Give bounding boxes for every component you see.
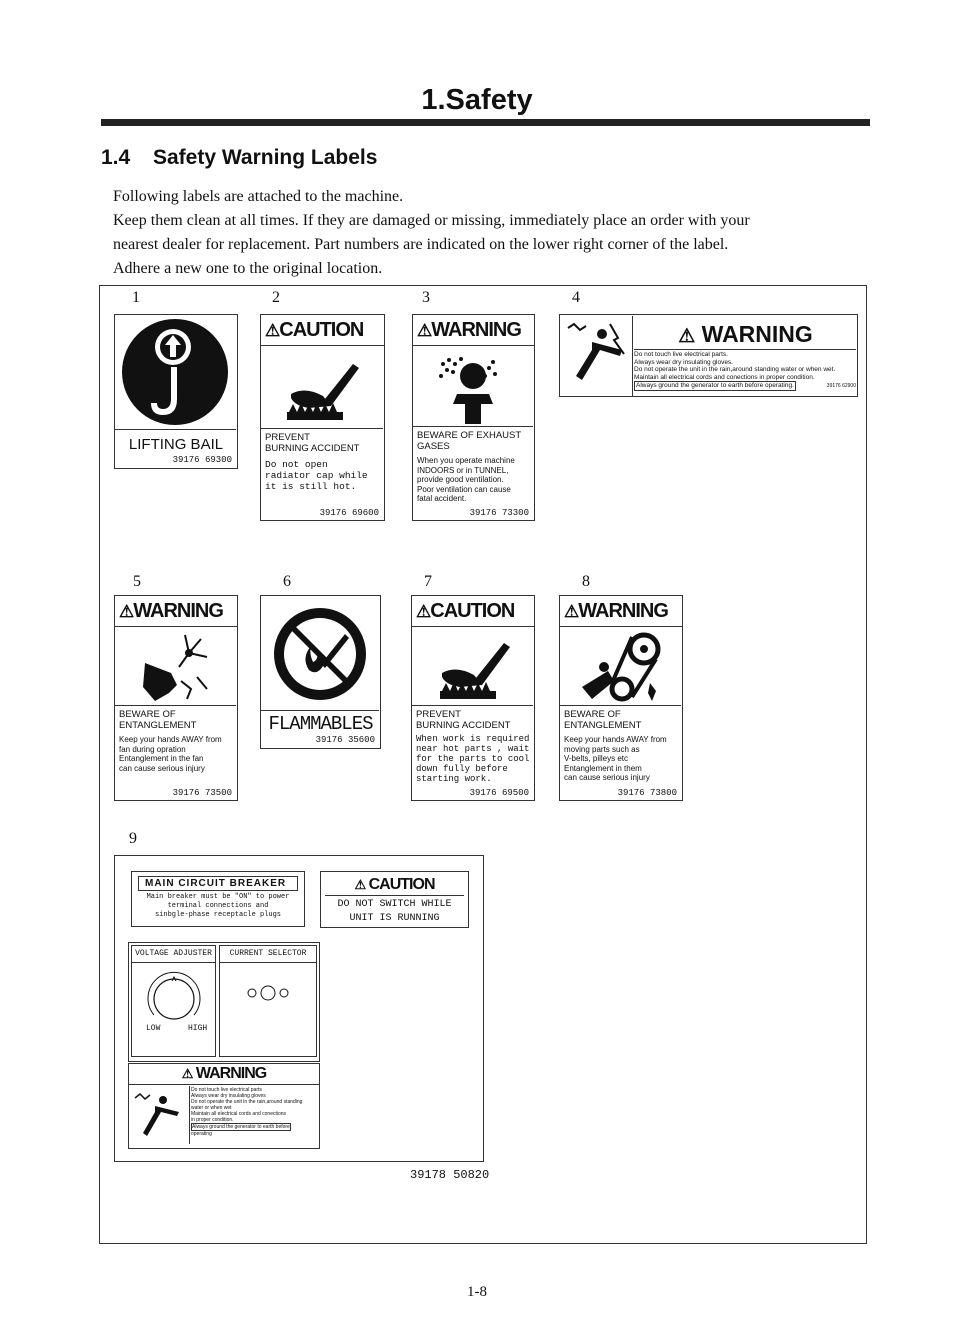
label-line: BURNING ACCIDENT [265, 443, 360, 454]
label-line: Always ground the generator to earth before [192, 1124, 290, 1130]
label-line: Entanglement in the fan [119, 754, 204, 763]
header-text: WARNING [431, 319, 521, 341]
label-index: 8 [582, 573, 590, 590]
intro-line: Following labels are attached to the machine. [113, 188, 404, 205]
label-line: ENTANGLEMENT [564, 720, 642, 731]
voltage-title: VOLTAGE ADJUSTER [132, 946, 215, 963]
label-index: 2 [272, 289, 280, 306]
header-text: WARNING [133, 600, 223, 622]
label-control-panel [114, 855, 484, 1162]
part-number: 39178 50820 [410, 1168, 490, 1182]
label-line: Entanglement in them [564, 763, 642, 773]
header-text: WARNING [578, 600, 668, 622]
label-line: terminal connections and [167, 902, 269, 910]
current-selector [219, 945, 317, 1057]
label-index: 4 [572, 289, 580, 306]
low-label: LOW [146, 1024, 161, 1033]
label-flammables [260, 595, 381, 749]
label-warning-fan [114, 595, 238, 801]
label-line: GASES [417, 441, 450, 452]
label-line: it is still hot. [265, 481, 357, 492]
label-line: Always ground the generator to earth before operating. [636, 382, 794, 389]
no-open-flame-icon [261, 596, 379, 711]
intro-line: Keep them clean at all times. If they are damaged or missing, immediately place an order with your [113, 212, 750, 229]
label-line: PREVENT [265, 432, 310, 443]
label-line: Always wear dry insulating gloves. [634, 358, 733, 366]
label-line: Do not operate the unit in the rain,around standing [191, 1099, 303, 1105]
header-text: CAUTION [368, 876, 435, 893]
high-label: HIGH [188, 1024, 208, 1033]
label-line: water or when wet [191, 1105, 232, 1111]
page-number: 1-8 [467, 1284, 487, 1300]
label-line: When work is required [416, 734, 530, 744]
breaker-panel [131, 871, 305, 927]
belt-entanglement-icon [560, 627, 681, 706]
warning-header [129, 1064, 319, 1085]
adjuster-panel [128, 942, 320, 1062]
hot-surface-hand-icon [261, 346, 383, 429]
label-caption: FLAMMABLES [268, 713, 373, 735]
part-number: 39176 69300 [172, 455, 232, 465]
lifting-hook-icon [115, 315, 236, 430]
voltage-dial-icon [132, 963, 215, 1023]
label-line: fan during opration [119, 744, 186, 754]
label-line: DO NOT SWITCH WHILE [337, 899, 452, 910]
selector-positions-icon [220, 963, 316, 1023]
intro-line: nearest dealer for replacement. Part numbers are indicated on the lower right corner of the label. [113, 236, 729, 253]
label-text [115, 706, 237, 776]
label-line: can cause serious injury [564, 773, 650, 782]
intro-line: Adhere a new one to the original location. [113, 260, 383, 277]
alert-triangle-icon: ⚠ [678, 326, 696, 347]
label-line: BEWARE OF [119, 709, 176, 720]
breaker-text [132, 893, 304, 920]
label-line: UNIT IS RUNNING [349, 913, 440, 924]
warning-text [191, 1087, 317, 1137]
breaker-title: MAIN CIRCUIT BREAKER [138, 876, 298, 891]
section-title: Safety Warning Labels [153, 146, 378, 169]
electric-shock-icon [562, 316, 633, 396]
label-line: BEWARE OF EXHAUST [417, 430, 522, 441]
label-line: down fully before [416, 764, 508, 774]
label-index: 7 [424, 573, 432, 590]
label-line: Keep your hands AWAY from [564, 735, 667, 744]
current-title: CURRENT SELECTOR [220, 946, 316, 963]
label-line: radiator cap while [265, 470, 368, 481]
alert-triangle-icon: ⚠ [564, 602, 579, 621]
caution-header [412, 596, 534, 627]
label-lifting-bail [114, 314, 238, 469]
fan-entanglement-icon [115, 627, 236, 706]
label-caption: LIFTING BAIL [128, 436, 224, 453]
header-text: CAUTION [430, 600, 515, 622]
label-line: ENTANGLEMENT [119, 720, 197, 731]
intro-text [113, 185, 853, 281]
label-warning-belts [559, 595, 683, 801]
label-index: 5 [133, 573, 141, 590]
label-line: Maintain all electrical cords and conections [191, 1111, 287, 1117]
label-text [412, 706, 534, 787]
label-line: Always wear dry insulating gloves [191, 1093, 266, 1099]
section-heading [101, 146, 377, 170]
label-line: Do not touch live electrical parts [191, 1087, 262, 1093]
voltage-adjuster [131, 945, 216, 1057]
label-warning-exhaust [412, 314, 535, 521]
warning-header [638, 319, 853, 349]
label-text [261, 429, 384, 495]
chapter-rule [101, 119, 870, 126]
caution-text [321, 898, 468, 926]
part-number: 39176 73500 [172, 788, 232, 798]
label-line: operating [191, 1131, 212, 1137]
label-line: Keep your hands AWAY from [119, 735, 222, 744]
part-number: 39176 69500 [469, 788, 529, 798]
label-line: V-belts, pilleys etc [564, 754, 629, 763]
label-line: When you operate machine [417, 456, 515, 465]
alert-triangle-icon: ⚠ [265, 321, 280, 340]
label-caution-hot-parts [411, 595, 535, 801]
label-caution-radiator [260, 314, 385, 521]
warning-header [560, 596, 682, 627]
part-number: 39176 62900 [826, 383, 856, 389]
label-line: Maintain all electrical cords and conections in proper condition. [634, 373, 815, 381]
part-number: 39176 73300 [469, 508, 529, 518]
part-number: 39176 69600 [319, 508, 379, 518]
caution-switch-panel [320, 871, 469, 928]
electric-shock-icon [131, 1086, 190, 1144]
label-line: Do not open [265, 459, 328, 470]
label-line: BEWARE OF [564, 709, 621, 720]
alert-triangle-icon: ⚠ [417, 321, 432, 340]
warning-header [413, 315, 534, 346]
label-text [413, 427, 534, 507]
label-index: 6 [283, 573, 291, 590]
label-index: 1 [132, 289, 140, 306]
part-number: 39176 35600 [315, 735, 375, 745]
hot-surface-hand-icon [412, 627, 533, 706]
chapter-title: 1.Safety [421, 84, 533, 116]
label-line: fatal accident. [417, 494, 467, 503]
exhaust-gas-person-icon [413, 346, 533, 427]
label-line: near hot parts , wait [416, 744, 530, 754]
label-index: 9 [129, 830, 137, 847]
warning-electrical-panel [128, 1063, 320, 1149]
warning-header [115, 596, 237, 627]
label-line: Poor ventilation can cause [417, 484, 511, 494]
label-index: 3 [422, 289, 430, 306]
alert-triangle-icon: ⚠ [119, 602, 134, 621]
label-line: for the parts to cool [416, 754, 530, 764]
label-line: PREVENT [416, 709, 461, 720]
label-line: moving parts such as [564, 744, 640, 754]
alert-triangle-icon: ⚠ [181, 1066, 193, 1081]
label-line: Do not touch live electrical parts. [634, 351, 728, 358]
caution-header [325, 875, 464, 896]
header-text: CAUTION [279, 319, 364, 341]
alert-triangle-icon: ⚠ [416, 602, 431, 621]
label-text [560, 706, 682, 786]
label-line: Main breaker must be "ON" to power [146, 893, 290, 901]
label-line: sinbgle-phase receptacle plugs [154, 911, 282, 919]
section-number: 1.4 [101, 146, 131, 169]
label-line: BURNING ACCIDENT [416, 720, 511, 731]
label-line: starting work. [416, 774, 492, 784]
label-line: Do not operate the unit in the rain,around standing water or when wet. [634, 366, 836, 373]
label-line: can cause serious injury [119, 763, 205, 773]
header-text: WARNING [701, 321, 813, 347]
header-text: WARNING [195, 1065, 267, 1082]
caution-header [261, 315, 384, 346]
label-line: in proper condition. [191, 1117, 234, 1123]
label-text [634, 349, 856, 391]
label-line: INDOORS or in TUNNEL, [417, 465, 509, 475]
alert-triangle-icon: ⚠ [354, 877, 366, 892]
part-number: 39176 73800 [617, 788, 677, 798]
label-warning-electrical [559, 314, 858, 397]
label-line: provide good ventilation. [417, 475, 504, 484]
